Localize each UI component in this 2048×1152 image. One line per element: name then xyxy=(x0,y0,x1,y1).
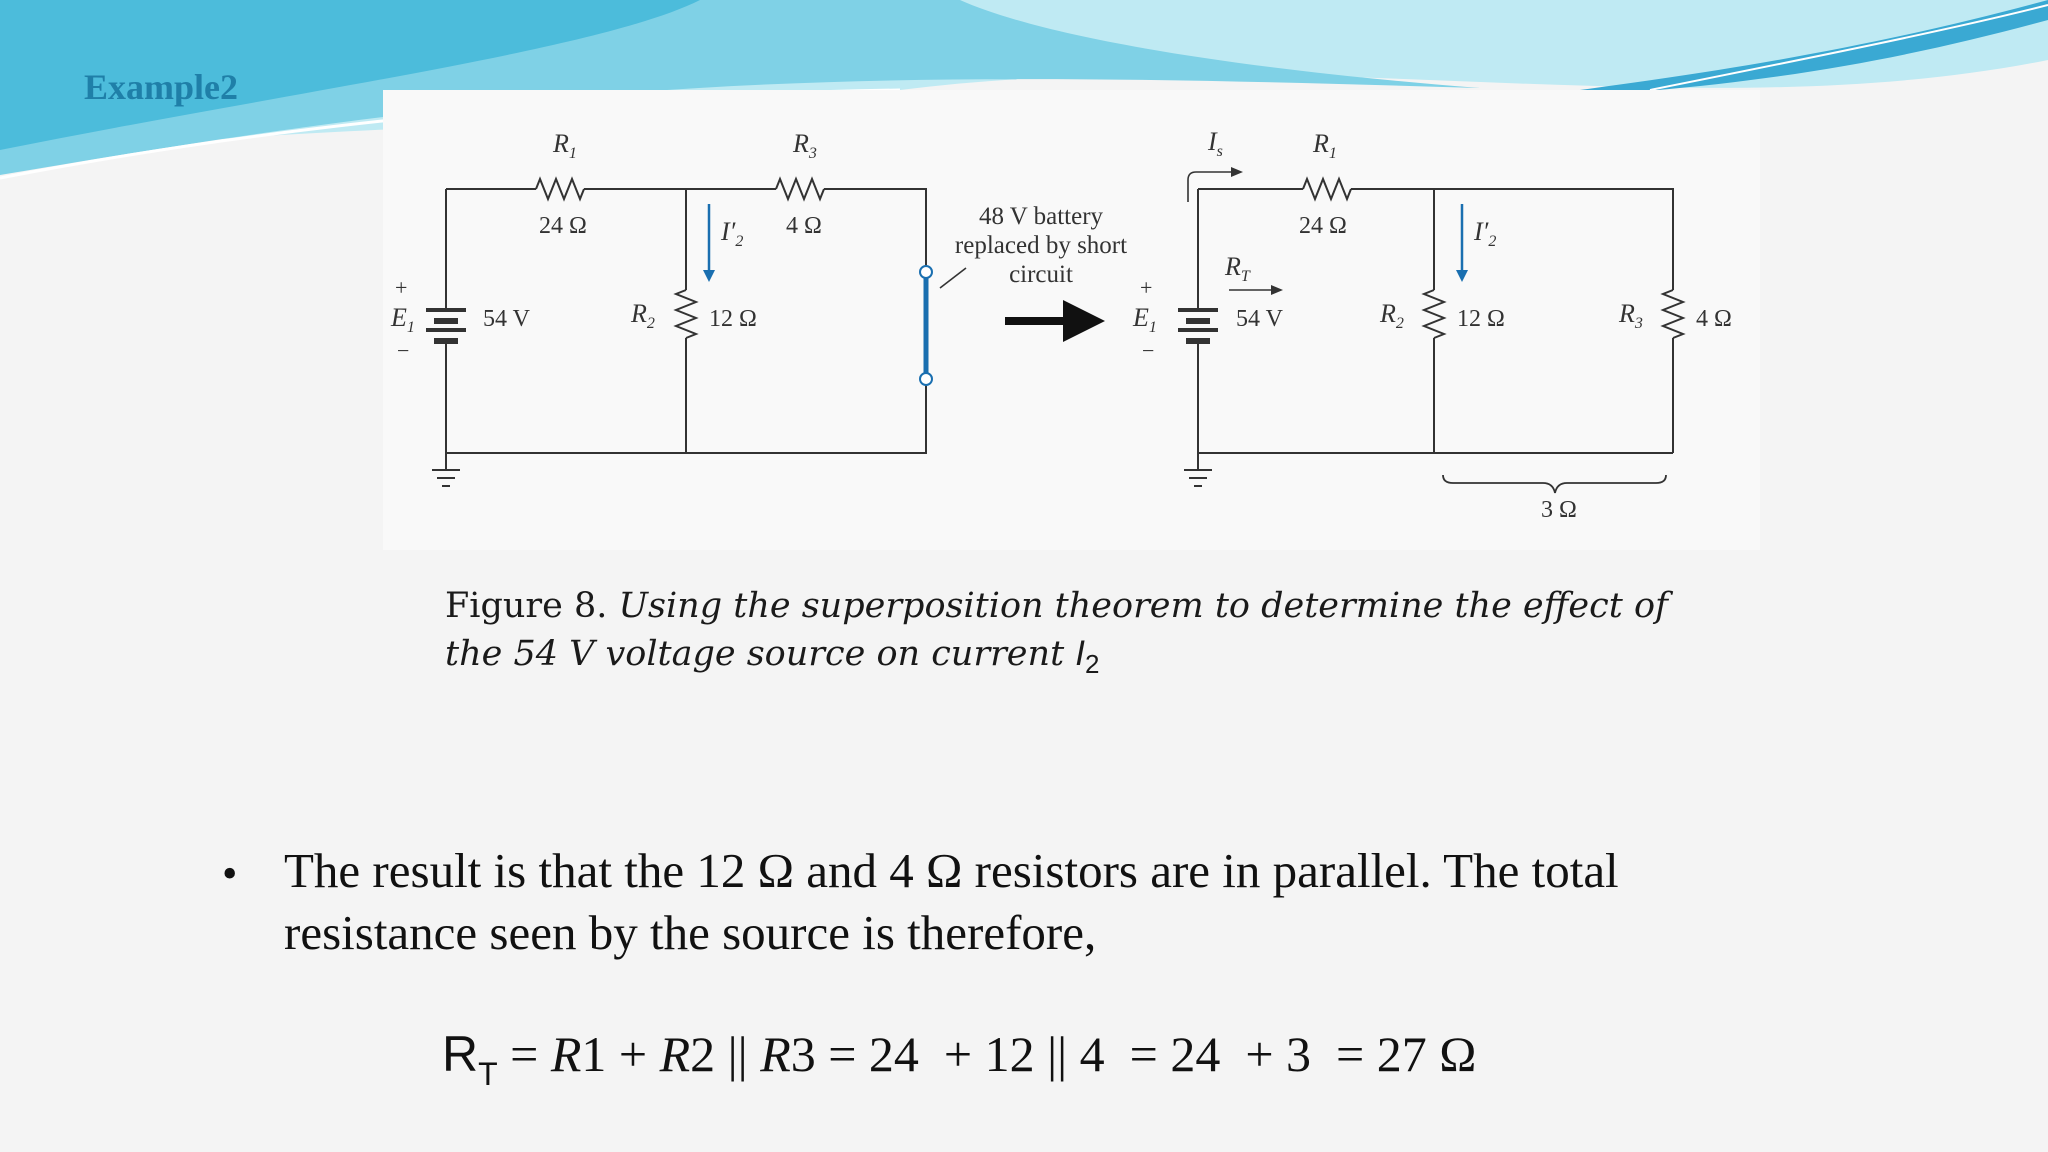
right-r2-value: 12 Ω xyxy=(1457,306,1505,332)
annotation-line-1: 48 V battery xyxy=(978,203,1104,230)
parallel-brace xyxy=(1443,475,1666,493)
bullet-marker: • xyxy=(222,849,238,898)
right-r3-value: 4 Ω xyxy=(1696,306,1732,332)
equation xyxy=(442,1025,1476,1093)
right-r3-resistor xyxy=(1663,290,1683,338)
caption-prefix: Figure 8. xyxy=(445,586,608,626)
right-i2-label: $I'_2$ xyxy=(1474,217,1497,250)
right-r1-label: $R_1$ xyxy=(1313,129,1337,162)
equation-lhs: R xyxy=(442,1026,479,1082)
right-minus-sign: − xyxy=(1142,338,1155,363)
annotation-line-2: replaced by short xyxy=(954,232,1128,259)
circuit-diagram xyxy=(383,90,1760,550)
right-e1-value: 54 V xyxy=(1236,306,1283,332)
equation-lhs-sub: T xyxy=(478,1056,498,1092)
equation-rest: = 24 + 12 || 4 = 24 + 3 = 27 Ω xyxy=(815,1026,1477,1082)
short-circuit xyxy=(920,266,932,385)
equation-r1: R xyxy=(550,1026,582,1082)
left-i2-arrow xyxy=(703,204,715,282)
is-arrow-head xyxy=(1231,167,1243,177)
left-battery xyxy=(426,308,466,344)
equation-r2: R xyxy=(659,1026,691,1082)
right-r1-value: 24 Ω xyxy=(1299,213,1347,239)
right-r2-label: $R_2$ xyxy=(1380,299,1404,332)
figure-caption xyxy=(445,583,1725,688)
equation-r3-num: 3 xyxy=(790,1026,816,1082)
left-top-wire-c xyxy=(824,189,926,270)
right-top-wire-b xyxy=(1351,189,1673,290)
left-i2-label: $I'_2$ xyxy=(721,217,744,250)
equation-r3: R xyxy=(760,1026,791,1082)
right-rt-label: $R_T$ xyxy=(1225,252,1250,285)
transition-arrow-icon xyxy=(1005,300,1105,342)
left-ground xyxy=(432,470,460,486)
equation-parallel: || xyxy=(715,1026,761,1082)
right-r2-resistor xyxy=(1424,290,1444,338)
right-e1-label: $E_1$ xyxy=(1133,303,1157,336)
right-r1-resistor xyxy=(1303,179,1351,199)
right-i2-arrow xyxy=(1456,204,1468,282)
annotation-pointer xyxy=(940,268,966,288)
left-r3-resistor xyxy=(776,179,824,199)
left-r2-value: 12 Ω xyxy=(709,306,757,332)
slide-title: Example2 xyxy=(84,67,239,107)
left-plus-sign: + xyxy=(395,275,408,300)
brace-value: 3 Ω xyxy=(1541,497,1577,523)
caption-text: Using the superposition theorem to determine the effect of the 54 V voltage source on current xyxy=(445,586,1668,674)
right-plus-sign: + xyxy=(1140,275,1153,300)
left-r1-label: $R_1$ xyxy=(553,129,577,162)
rt-arrow-head xyxy=(1271,285,1283,295)
left-e1-value: 54 V xyxy=(483,306,530,332)
left-r1-resistor xyxy=(536,179,584,199)
equation-eq: = xyxy=(497,1026,551,1082)
equation-r2-num: 2 xyxy=(690,1026,716,1082)
left-r1-value: 24 Ω xyxy=(539,213,587,239)
annotation-line-3: circuit xyxy=(1009,261,1073,288)
is-current-path xyxy=(1188,172,1233,202)
circuit-figure xyxy=(383,90,1760,550)
equation-plus: + xyxy=(606,1026,660,1082)
left-r3-value: 4 Ω xyxy=(786,213,822,239)
right-battery xyxy=(1178,308,1218,344)
right-ground xyxy=(1184,470,1212,486)
left-r2-label: $R_2$ xyxy=(631,299,655,332)
right-is-label: $I_s$ xyxy=(1208,127,1223,160)
caption-variable: I xyxy=(1075,634,1086,673)
equation-r1-num: 1 xyxy=(581,1026,607,1082)
left-minus-sign: − xyxy=(397,338,410,363)
right-r3-label: $R_3$ xyxy=(1619,299,1643,332)
bullet-text: The result is that the 12 Ω and 4 Ω resistors are in parallel. The total resistance seen by the source is therefore, xyxy=(284,843,1619,960)
caption-variable-sub: 2 xyxy=(1085,649,1100,679)
left-r3-label: $R_3$ xyxy=(793,129,817,162)
left-e1-label: $E_1$ xyxy=(391,303,415,336)
left-r2-resistor xyxy=(676,290,696,338)
